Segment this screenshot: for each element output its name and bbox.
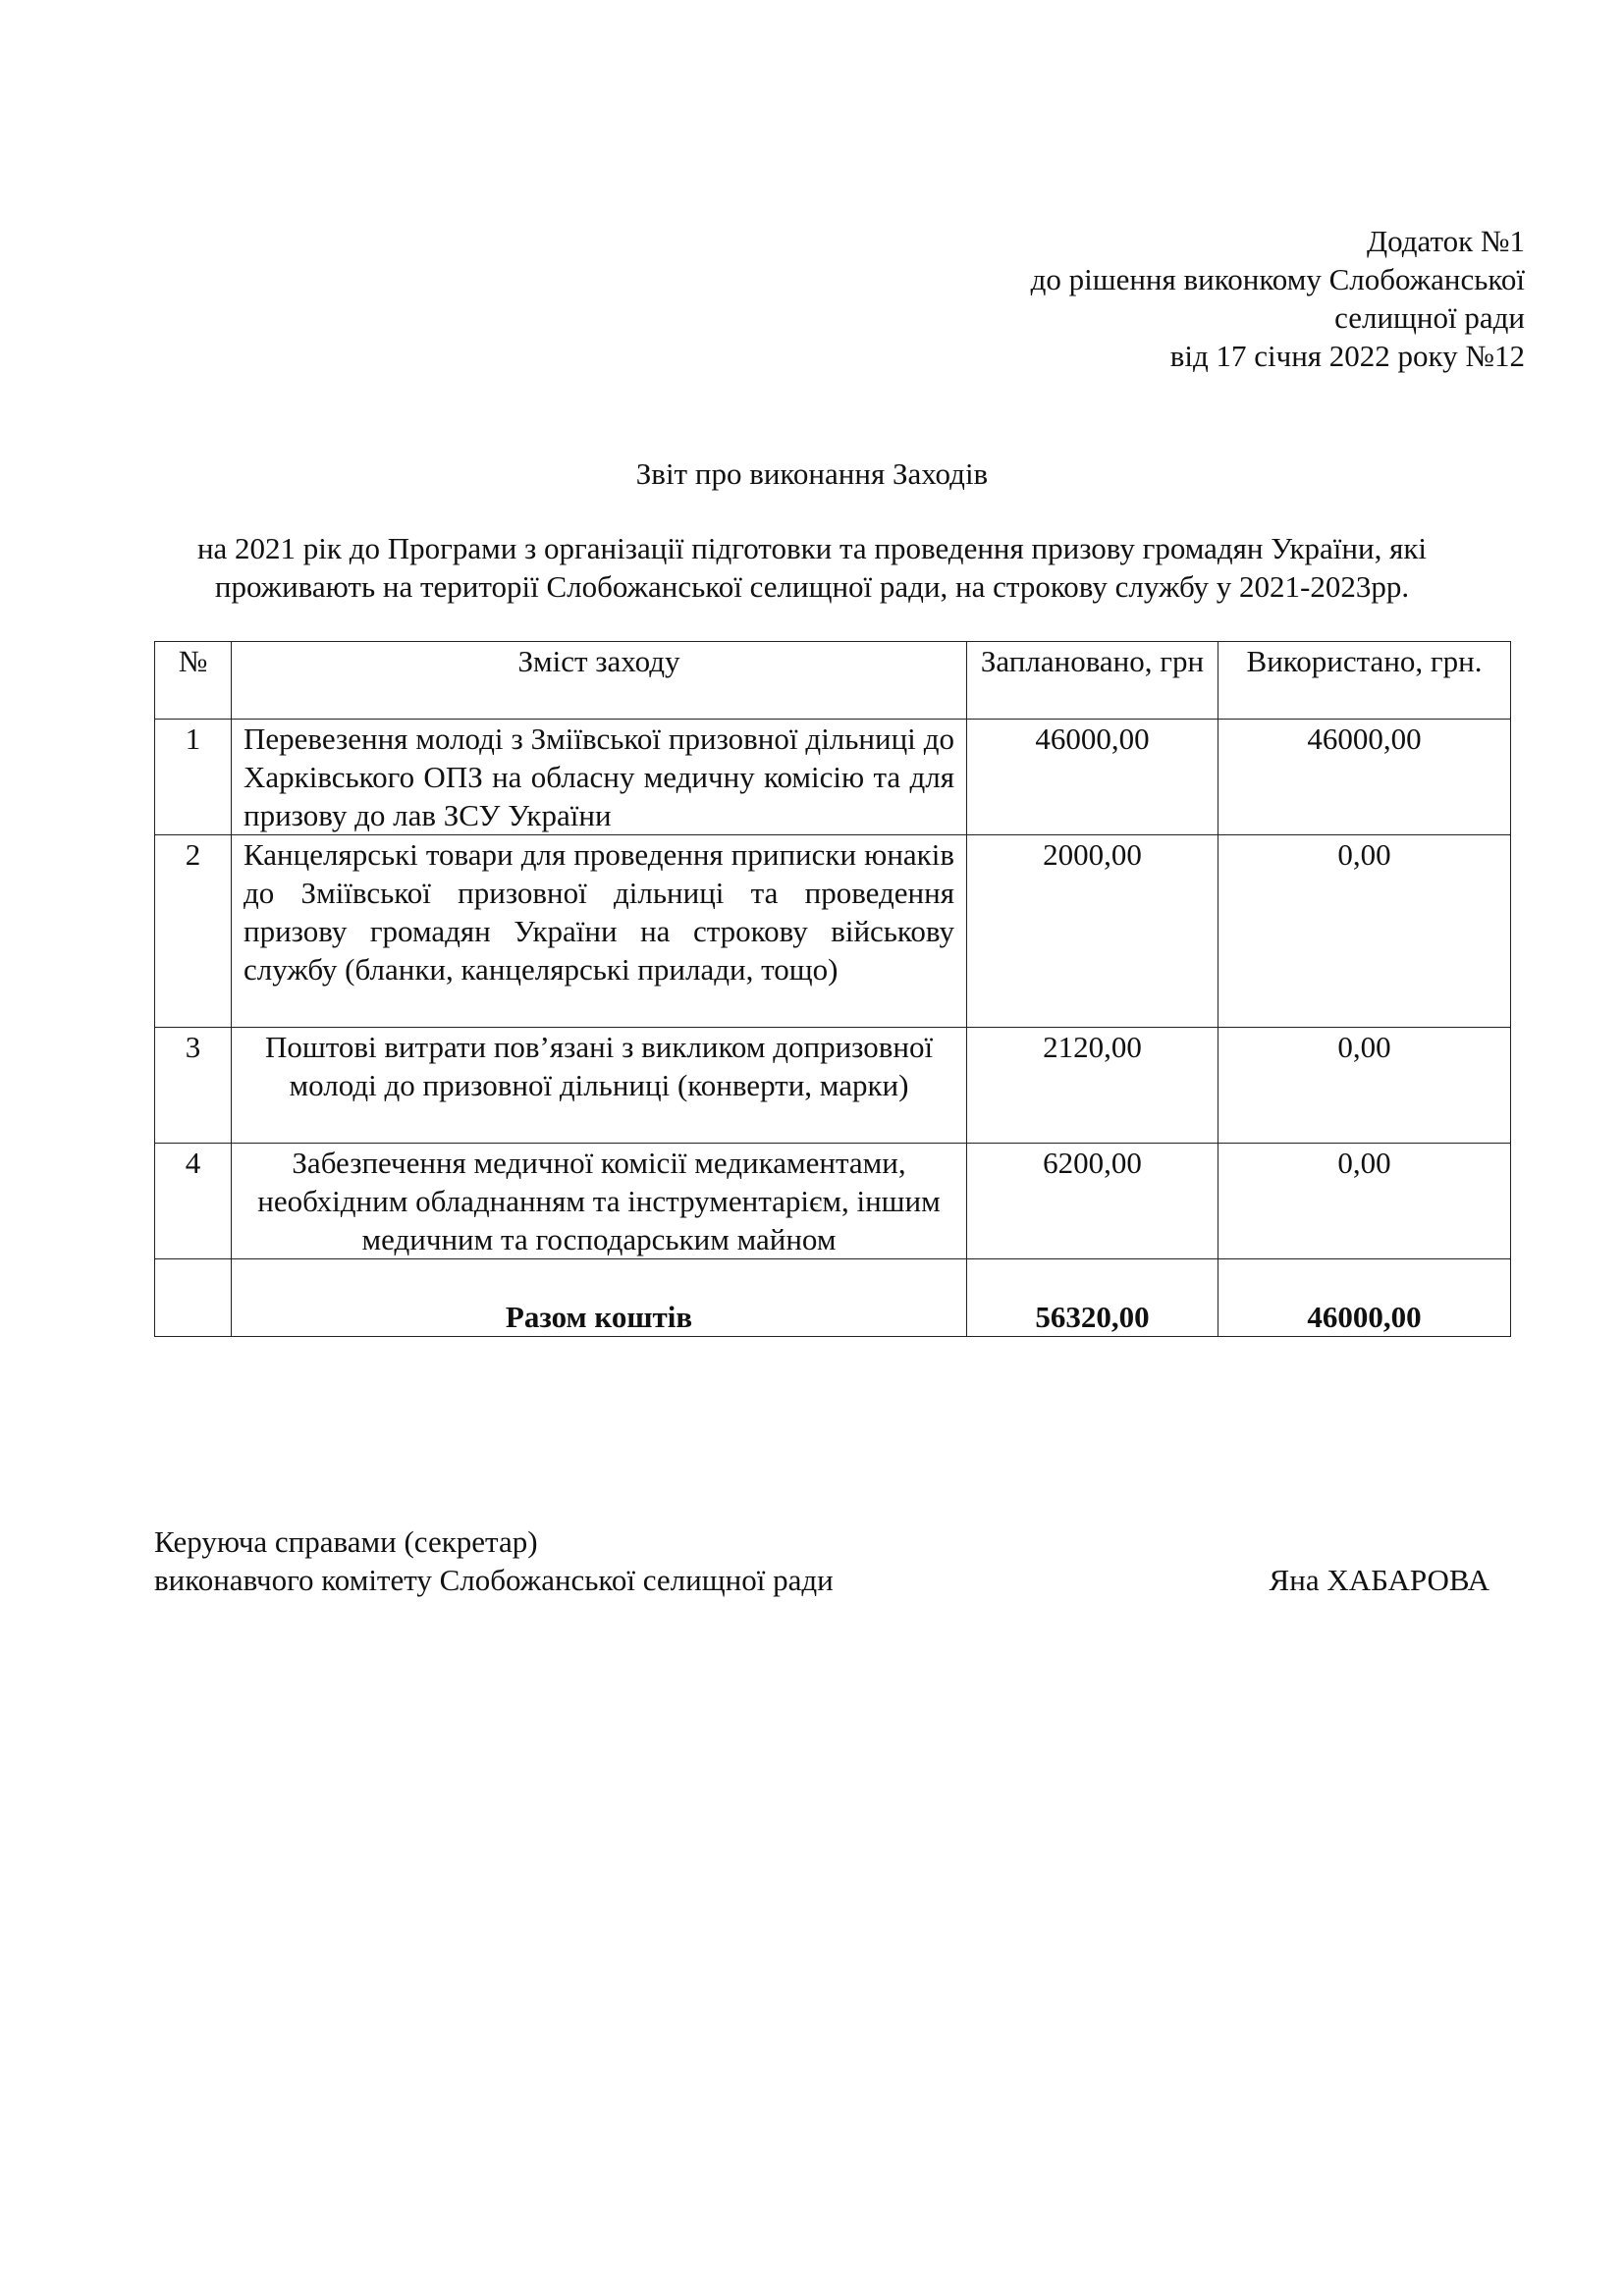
appendix-block <box>1031 222 1525 375</box>
appendix-line: від 17 січня 2022 року №12 <box>1169 339 1525 373</box>
table-row <box>155 835 1511 1028</box>
row-planned: 2000,00 <box>967 835 1218 1028</box>
signature-name: Яна ХАБАРОВА <box>1269 1563 1489 1597</box>
row-planned: 2120,00 <box>967 1028 1218 1144</box>
header-used: Використано, грн. <box>1218 642 1511 720</box>
row-used: 46000,00 <box>1218 720 1511 835</box>
appendix-line: до рішення виконкому Слобожанської <box>1030 262 1525 296</box>
row-content: Забезпечення медичної комісії медикаментами, необхідним обладнанням та інструментарієм, іншим медичним та господарським майном <box>232 1144 967 1259</box>
row-number: 4 <box>155 1144 232 1259</box>
table-total-row <box>155 1259 1511 1337</box>
row-content: Канцелярські товари для проведення приписки юнаків до Зміївської призовної дільниці та проведення призову громадян України на строкову військову службу (бланки, канцелярські прилади, тощо) <box>232 835 967 1028</box>
row-number: 1 <box>155 720 232 835</box>
row-used: 0,00 <box>1218 1028 1511 1144</box>
total-used: 46000,00 <box>1218 1259 1511 1337</box>
total-number-cell <box>155 1259 232 1337</box>
row-used: 0,00 <box>1218 835 1511 1028</box>
row-planned: 46000,00 <box>967 720 1218 835</box>
signature-position-line: виконавчого комітету Слобожанської селищної ради <box>154 1563 834 1597</box>
table-header-row <box>155 642 1511 720</box>
row-number: 2 <box>155 835 232 1028</box>
signature-position-line: Керуюча справами (секретар) <box>154 1524 538 1559</box>
table-row <box>155 1028 1511 1144</box>
total-planned: 56320,00 <box>967 1259 1218 1337</box>
total-label: Разом коштів <box>232 1259 967 1337</box>
appendix-line: Додаток №1 <box>1366 224 1525 258</box>
document-subtitle: на 2021 рік до Програми з організації підготовки та проведення призову громадян України, які проживають на території Слобожанської селищної ради, на строкову службу у 2021-2023рр. <box>196 531 1428 604</box>
table-row <box>155 720 1511 835</box>
appendix-line: селищної ради <box>1334 300 1525 335</box>
row-content: Поштові витрати пов’язані з викликом допризовної молоді до призовної дільниці (конверти, марки) <box>232 1028 967 1144</box>
report-table <box>154 641 1511 1337</box>
document-title: Звіт про виконання Заходів <box>635 456 989 491</box>
header-content: Зміст заходу <box>232 642 967 720</box>
row-number: 3 <box>155 1028 232 1144</box>
table-row <box>155 1144 1511 1259</box>
signature-block <box>154 1522 1489 1599</box>
row-planned: 6200,00 <box>967 1144 1218 1259</box>
row-used: 0,00 <box>1218 1144 1511 1259</box>
header-planned: Заплановано, грн <box>967 642 1218 720</box>
header-number: № <box>155 642 232 720</box>
row-content: Перевезення молоді з Зміївської призовної дільниці до Харківського ОПЗ на обласну медичну комісію та для призову до лав ЗСУ України <box>232 720 967 835</box>
